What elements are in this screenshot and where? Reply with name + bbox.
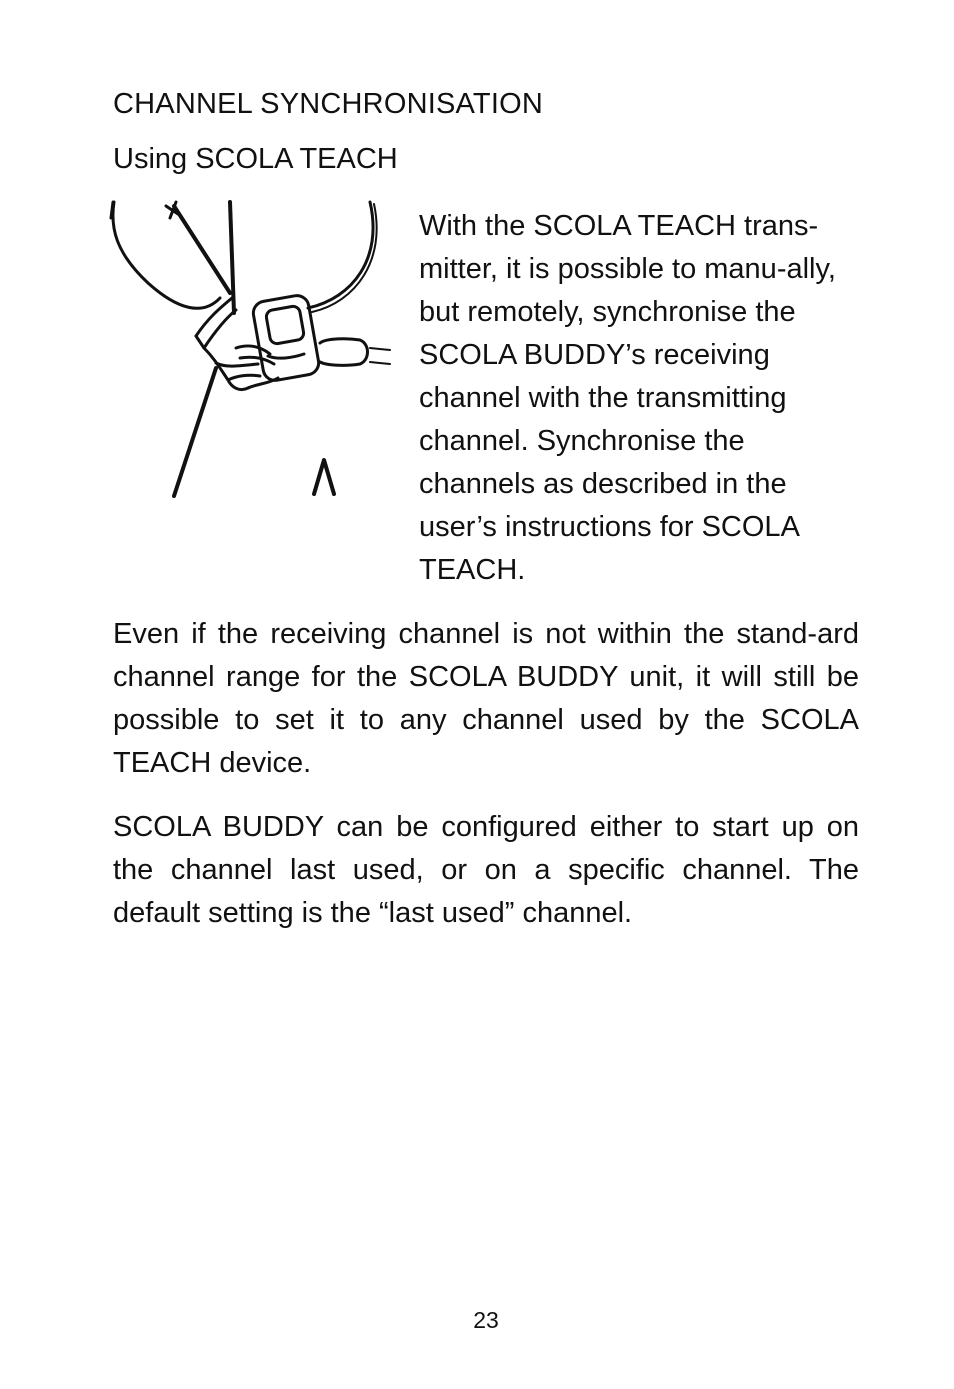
body-paragraph-2: SCOLA BUDDY can be configured either to start up on the channel last used, or on a specific channel. The default setting is the “last used” channel.	[113, 811, 859, 929]
body-paragraph-1: Even if the receiving channel is not within the stand-ard channel range for the SCOLA BUDDY unit, it will still be possible to set it to any channel used by the SCOLA TEACH device.	[113, 618, 859, 779]
intro-paragraph: With the SCOLA TEACH trans-mitter, it is possible to manu-ally, but remotely, synchronise the SCOLA BUDDY’s receiving channel with the transmitting channel. Synchronise the channels as described in the user’s instructions for SCOLA TEACH.	[419, 210, 836, 586]
page-number: 23	[473, 1307, 499, 1333]
section-subheading: Using SCOLA TEACH	[113, 143, 398, 175]
hand-holding-transmitter-icon	[108, 198, 398, 498]
section-heading: CHANNEL SYNCHRONISATION	[113, 88, 543, 120]
